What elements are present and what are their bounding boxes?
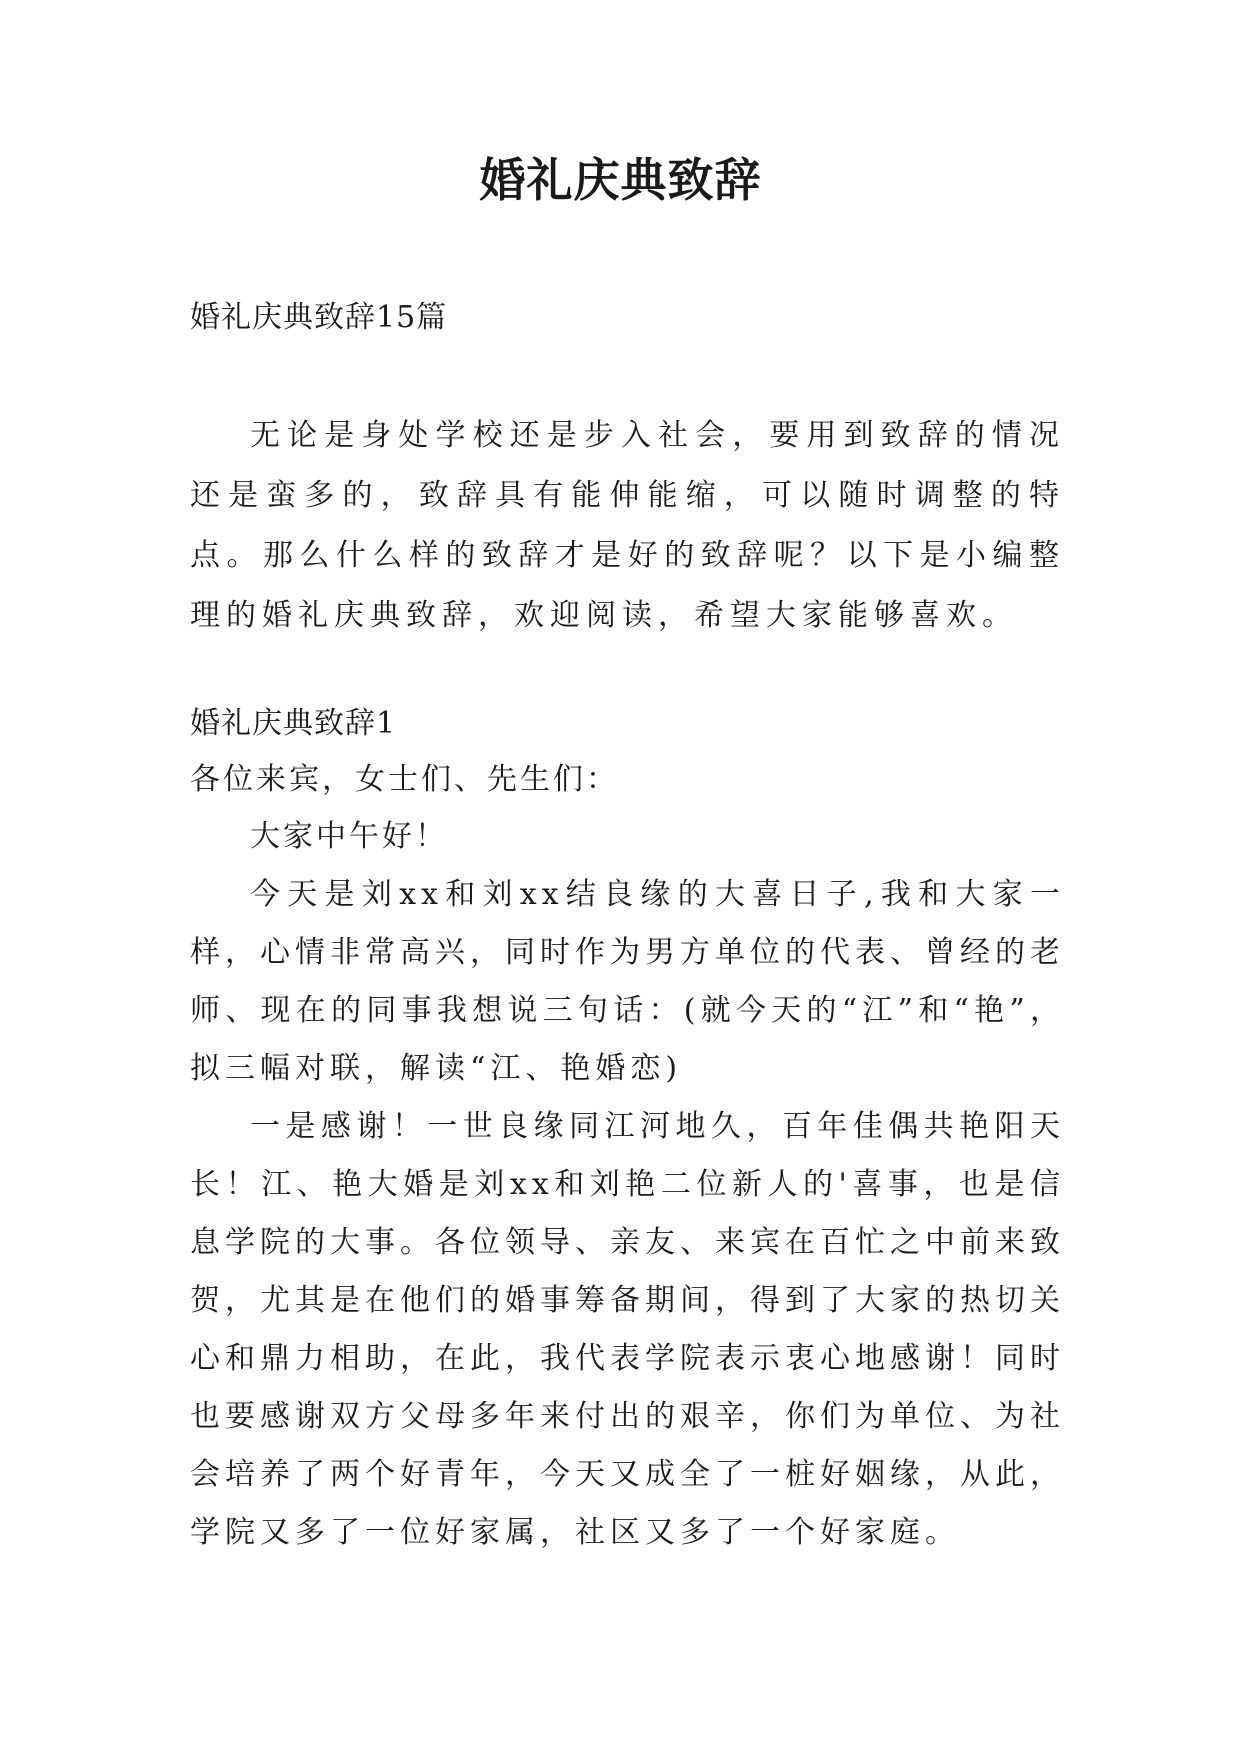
body-paragraph: 今天是刘xx和刘xx结良缘的大喜日子,我和大家一样，心情非常高兴，同时作为男方单位的代表、曾经的老师、现在的同事我想说三句话：(就今天的“江”和“艳”，拟三幅对联，解读“江、艳婚恋)	[190, 877, 1065, 1086]
section-heading: 婚礼庆典致辞1	[190, 706, 397, 741]
salutation: 各位来宾，女士们、先生们：	[190, 762, 619, 797]
document-body	[190, 290, 1065, 1562]
body-paragraph: 大家中午好！	[250, 819, 448, 854]
intro-paragraph: 无论是身处学校还是步入社会，要用到致辞的情况还是蛮多的，致辞具有能伸能缩，可以随时调整的特点。那么什么样的致辞才是好的致辞呢？以下是小编整理的婚礼庆典致辞，欢迎阅读，希望大家能够喜欢。	[190, 418, 1065, 633]
document-subtitle: 婚礼庆典致辞15篇	[190, 300, 448, 335]
document-title: 婚礼庆典致辞	[479, 153, 762, 207]
body-paragraph: 一是感谢！一世良缘同江河地久，百年佳偶共艳阳天长！江、艳大婚是刘xx和刘艳二位新人的'喜事，也是信息学院的大事。各位领导、亲友、来宾在百忙之中前来致贺，尤其是在他们的婚事筹备期间，得到了大家的热切关心和鼎力相助，在此，我代表学院表示衷心地感谢！同时也要感谢双方父母多年来付出的艰辛，你们为单位、为社会培养了两个好青年，今天又成全了一桩好姻缘，从此，学院又多了一位好家属，社区又多了一个好家庭。	[190, 1109, 1065, 1550]
